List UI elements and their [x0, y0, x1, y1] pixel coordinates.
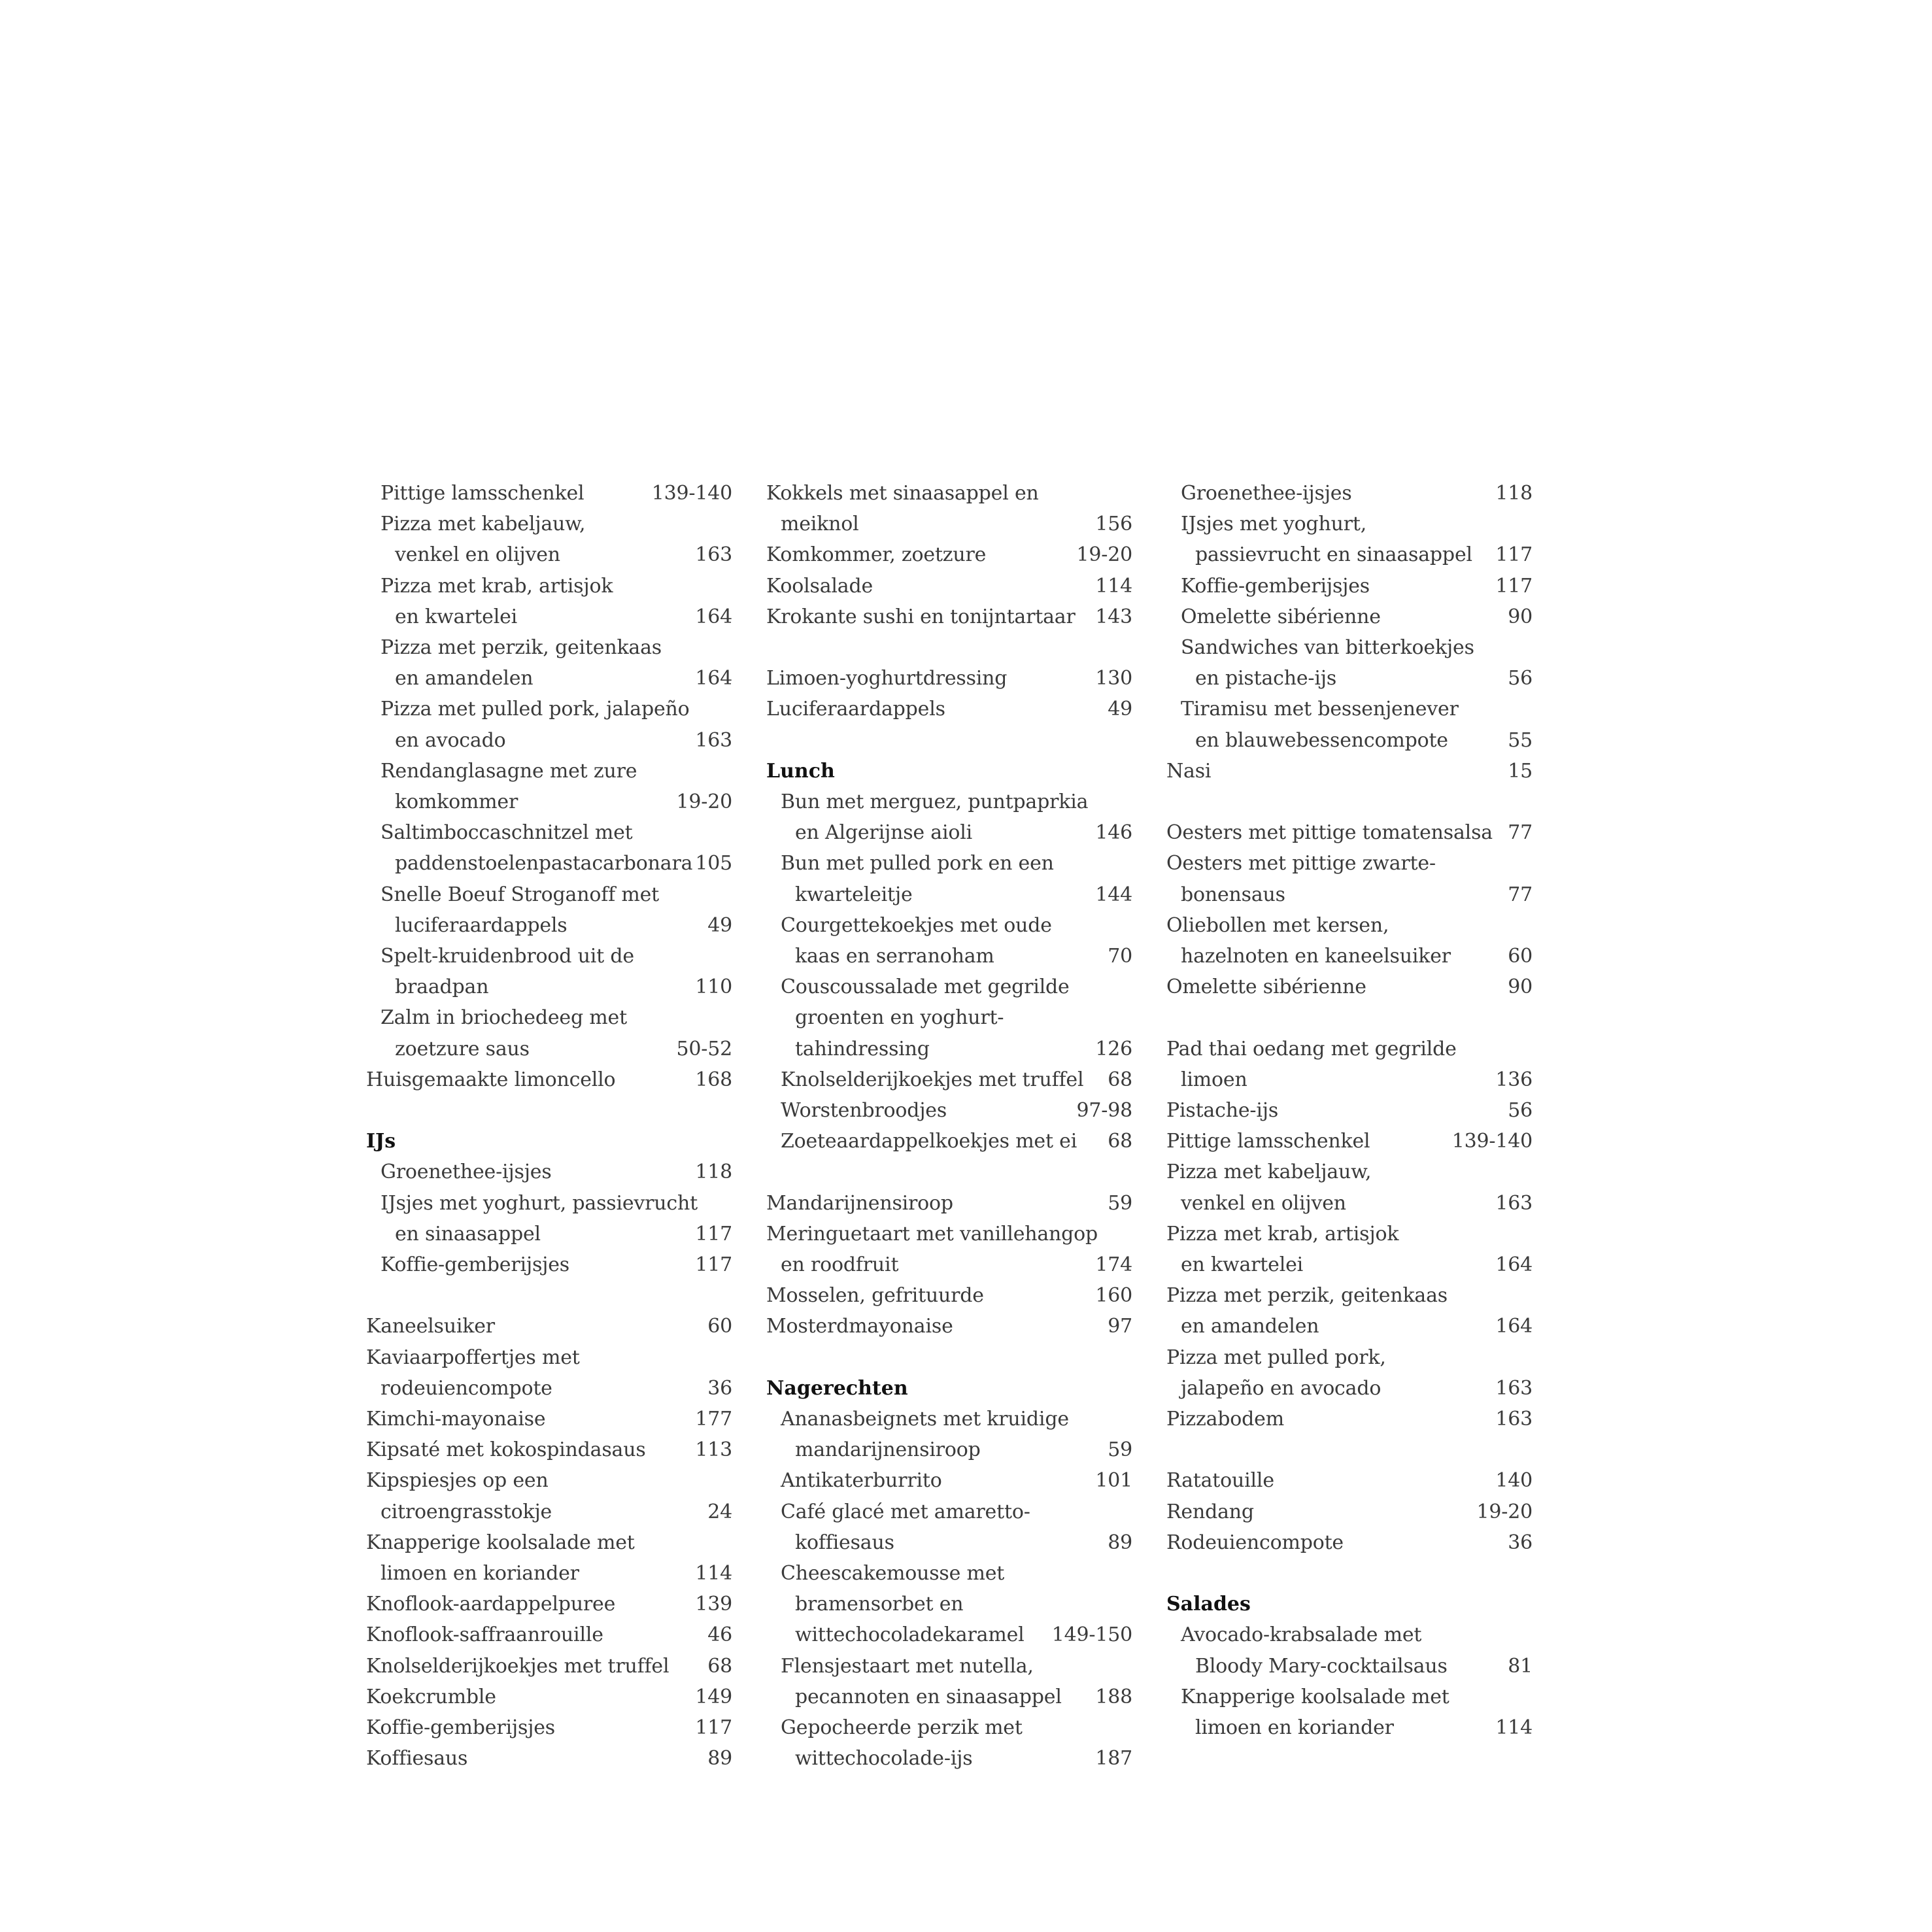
entry-text-line: Mosselen, gefrituurde — [766, 1284, 984, 1308]
entry-text-line: Luciferaardappels — [766, 698, 945, 721]
page-number: 117 — [695, 1253, 732, 1277]
entry-text-line: Oesters met pittige zwarte- — [1166, 852, 1436, 875]
entry-text-line: Pistache-ijs — [1166, 1099, 1279, 1123]
entry-text-line: Knoflook-aardappelpuree — [366, 1593, 616, 1616]
page-number: 164 — [1495, 1315, 1533, 1338]
entry-text-line: koffiesaus — [795, 1531, 894, 1554]
index-column-3 — [1166, 478, 1533, 1743]
index-subentry — [366, 1249, 732, 1280]
index-subentry — [366, 941, 732, 1002]
index-entry — [1166, 1280, 1533, 1342]
entry-text-line: Kokkels met sinaasappel en — [766, 482, 1039, 505]
page-number: 118 — [1495, 482, 1533, 505]
index-subentry — [1166, 602, 1533, 632]
page-number: 117 — [695, 1716, 732, 1740]
index-subentry — [766, 1497, 1132, 1558]
page-number: 59 — [1108, 1191, 1132, 1215]
index-entry — [1166, 1404, 1533, 1434]
entry-text-line: meiknol — [781, 513, 859, 536]
entry-text-line: IJsjes met yoghurt, passievrucht — [381, 1191, 698, 1215]
entry-text-line: pecannoten en sinaasappel — [795, 1685, 1062, 1708]
page-number: 188 — [1095, 1685, 1132, 1708]
page-number: 70 — [1108, 945, 1132, 968]
index-subentry — [766, 972, 1132, 1064]
entry-text-line: Koekcrumble — [366, 1685, 496, 1708]
section-gap — [1166, 1558, 1533, 1589]
index-entry — [366, 1651, 732, 1682]
page-number: 114 — [695, 1562, 732, 1585]
index-entry — [1166, 848, 1533, 909]
page-number: 164 — [695, 605, 732, 628]
entry-text-line: zoetzure saus — [395, 1037, 530, 1060]
index-subentry — [366, 571, 732, 632]
page-number: 139-140 — [651, 482, 732, 505]
entry-text-line: Bun met pulled pork en een — [781, 852, 1054, 875]
page-number: 24 — [707, 1500, 732, 1523]
index-entry — [1166, 1219, 1533, 1280]
entry-text-line: Mandarijnensiroop — [766, 1191, 953, 1215]
index-subentry — [366, 509, 732, 570]
page-number: 36 — [1508, 1531, 1533, 1554]
index-column-1 — [366, 478, 732, 1774]
entry-text-line: Pizza met kabeljauw, — [381, 513, 586, 536]
entry-text-line: passievrucht en sinaasappel — [1195, 543, 1472, 567]
entry-text-line: Zoeteaardappelkoekjes met ei — [781, 1130, 1077, 1153]
index-subentry — [1166, 632, 1533, 694]
entry-text-line: mandarijnensiroop — [795, 1438, 981, 1462]
index-entry — [366, 1682, 732, 1712]
entry-text-line: Pizza met perzik, geitenkaas — [1166, 1284, 1448, 1308]
entry-text-line: en kwartelei — [395, 605, 518, 628]
page-number: 146 — [1095, 821, 1132, 845]
index-entry — [766, 1219, 1132, 1280]
index-entry — [1166, 1095, 1533, 1126]
page-number: 114 — [1095, 574, 1132, 598]
index-column-2 — [766, 478, 1132, 1774]
page-number: 105 — [695, 852, 732, 875]
index-subentry — [766, 1712, 1132, 1774]
entry-text-line: Kipspiesjes op een — [366, 1469, 549, 1493]
page-number: 97-98 — [1076, 1099, 1132, 1123]
entry-text-line: Pizza met krab, artisjok — [1166, 1222, 1399, 1246]
index-section-heading: IJs — [366, 1130, 396, 1153]
entry-text-line: kwarteleitje — [795, 883, 913, 906]
entry-text-line: Tiramisu met bessenjenever — [1181, 698, 1459, 721]
index-section-heading: Salades — [1166, 1593, 1251, 1616]
entry-text-line: wittechocoladekaramel — [795, 1623, 1025, 1647]
index-subentry — [366, 1002, 732, 1064]
entry-text-line: paddenstoelenpastacarbonara — [395, 852, 693, 875]
entry-text-line: Limoen-yoghurtdressing — [766, 667, 1008, 690]
index-entry — [1166, 972, 1533, 1002]
entry-text-line: Rendanglasagne met zure — [381, 759, 637, 783]
entry-text-line: Knapperige koolsalade met — [1181, 1685, 1449, 1708]
page-number: 36 — [707, 1376, 732, 1400]
entry-text-line: en sinaasappel — [395, 1222, 541, 1246]
index-entry — [1166, 817, 1533, 848]
section-gap — [366, 1095, 732, 1126]
index-subentry — [766, 1558, 1132, 1651]
entry-text-line: Pizza met kabeljauw, — [1166, 1161, 1372, 1184]
page-number: 46 — [707, 1623, 732, 1647]
index-subentry — [366, 632, 732, 694]
index-entry — [366, 1743, 732, 1774]
page-number: 149 — [695, 1685, 732, 1708]
entry-text-line: en amandelen — [395, 667, 534, 690]
page-number: 77 — [1508, 883, 1533, 906]
index-entry — [766, 478, 1132, 539]
entry-text-line: Bloody Mary-cocktailsaus — [1195, 1654, 1448, 1678]
entry-text-line: Café glacé met amaretto- — [781, 1500, 1030, 1523]
entry-text-line: Nasi — [1166, 759, 1212, 783]
page-number: 117 — [1495, 574, 1533, 598]
page-number: 50-52 — [676, 1037, 732, 1060]
index-subentry — [366, 879, 732, 941]
entry-text-line: Pad thai oedang met gegrilde — [1166, 1037, 1457, 1060]
page-number: 139-140 — [1451, 1130, 1533, 1153]
section-gap — [1166, 787, 1533, 817]
index-entry — [766, 694, 1132, 724]
entry-text-line: Koffie-gemberijsjes — [381, 1253, 570, 1277]
page-number: 19-20 — [676, 790, 732, 814]
entry-text-line: en blauwebessencompote — [1195, 728, 1448, 752]
entry-text-line: limoen en koriander — [1195, 1716, 1394, 1740]
entry-text-line: limoen en koriander — [381, 1562, 579, 1585]
entry-text-line: Koffie-gemberijsjes — [366, 1716, 556, 1740]
entry-text-line: en avocado — [395, 728, 506, 752]
index-entry — [366, 1064, 732, 1095]
page-number: 19-20 — [1076, 543, 1132, 567]
page-number: 139 — [695, 1593, 732, 1616]
page-number: 19-20 — [1476, 1500, 1533, 1523]
page-number: 177 — [695, 1408, 732, 1431]
section-gap — [766, 725, 1132, 756]
entry-text-line: wittechocolade-ijs — [795, 1747, 973, 1771]
page-number: 56 — [1508, 667, 1533, 690]
entry-text-line: Meringuetaart met vanillehangop — [766, 1222, 1098, 1246]
index-entry — [366, 1712, 732, 1743]
index-subentry — [766, 848, 1132, 909]
page-number: 56 — [1508, 1099, 1533, 1123]
entry-text-line: en roodfruit — [781, 1253, 899, 1277]
page-number: 60 — [1508, 945, 1533, 968]
entry-text-line: Omelette sibérienne — [1181, 605, 1381, 628]
page-number: 164 — [1495, 1253, 1533, 1277]
entry-text-line: Spelt-kruidenbrood uit de — [381, 945, 634, 968]
index-entry — [766, 539, 1132, 570]
page-number: 130 — [1095, 667, 1132, 690]
page-number: 60 — [707, 1315, 732, 1338]
section-gap — [766, 632, 1132, 663]
entry-text-line: bonensaus — [1181, 883, 1285, 906]
entry-text-line: Komkommer, zoetzure — [766, 543, 987, 567]
entry-text-line: venkel en olijven — [395, 543, 560, 567]
index-section-heading: Lunch — [766, 759, 835, 783]
index-entry — [766, 1280, 1132, 1311]
entry-text-line: Pizza met krab, artisjok — [381, 574, 613, 598]
entry-text-line: Cheescakemousse met — [781, 1562, 1005, 1585]
index-entry — [1166, 910, 1533, 972]
entry-text-line: Ratatouille — [1166, 1469, 1274, 1493]
entry-text-line: Krokante sushi en tonijntartaar — [766, 605, 1076, 628]
entry-text-line: Omelette sibérienne — [1166, 975, 1366, 999]
index-subentry — [1166, 571, 1533, 602]
entry-text-line: Pizza met perzik, geitenkaas — [381, 636, 662, 660]
entry-text-line: venkel en olijven — [1181, 1191, 1346, 1215]
index-entry — [766, 571, 1132, 602]
entry-text-line: Pizza met pulled pork, — [1166, 1346, 1386, 1369]
entry-text-line: Huisgemaakte limoncello — [366, 1068, 616, 1091]
index-entry — [366, 1527, 732, 1589]
entry-text-line: Koolsalade — [766, 574, 873, 598]
entry-text-line: Ananasbeignets met kruidige — [781, 1408, 1069, 1431]
index-subentry — [366, 694, 732, 755]
index-subentry — [366, 817, 732, 879]
entry-text-line: Antikaterburrito — [781, 1469, 942, 1493]
page-number: 68 — [707, 1654, 732, 1678]
page-number: 68 — [1108, 1068, 1132, 1091]
page-number: 168 — [695, 1068, 732, 1091]
page-number: 97 — [1108, 1315, 1132, 1338]
index-entry — [366, 1342, 732, 1404]
index-subentry — [766, 1126, 1132, 1157]
index-subentry — [766, 787, 1132, 848]
index-subentry — [1166, 509, 1533, 570]
entry-text-line: braadpan — [395, 975, 489, 999]
page-number: 163 — [695, 728, 732, 752]
entry-text-line: Kipsaté met kokospindasaus — [366, 1438, 646, 1462]
index-entry — [1166, 1527, 1533, 1558]
index-subentry — [1166, 1682, 1533, 1743]
page-number: 90 — [1508, 605, 1533, 628]
entry-text-line: Knolselderijkoekjes met truffel — [781, 1068, 1084, 1091]
index-subentry — [366, 478, 732, 509]
entry-text-line: Pittige lamsschenkel — [381, 482, 585, 505]
page-number: 114 — [1495, 1716, 1533, 1740]
entry-text-line: Flensjestaart met nutella, — [781, 1654, 1034, 1678]
entry-text-line: Groenethee-ijsjes — [1181, 482, 1352, 505]
entry-text-line: Sandwiches van bitterkoekjes — [1181, 636, 1474, 660]
index-subentry — [766, 1404, 1132, 1465]
page-number: 55 — [1508, 728, 1533, 752]
index-subentry — [1166, 694, 1533, 755]
index-entry — [766, 1188, 1132, 1219]
entry-text-line: komkommer — [395, 790, 518, 814]
page-number: 77 — [1508, 821, 1533, 845]
page-number: 156 — [1095, 513, 1132, 536]
index-entry — [366, 1589, 732, 1619]
entry-text-line: Gepocheerde perzik met — [781, 1716, 1023, 1740]
page-number: 113 — [695, 1438, 732, 1462]
page-number: 110 — [695, 975, 732, 999]
index-subentry — [1166, 1619, 1533, 1681]
index-entry — [366, 1404, 732, 1434]
entry-text-line: Pittige lamsschenkel — [1166, 1130, 1370, 1153]
index-entry — [366, 1434, 732, 1465]
index-subentry — [366, 1188, 732, 1249]
page-number: 59 — [1108, 1438, 1132, 1462]
entry-text-line: tahindressing — [795, 1037, 930, 1060]
index-entry — [766, 663, 1132, 694]
index-entry — [766, 1311, 1132, 1342]
page-number: 187 — [1095, 1747, 1132, 1771]
index-subentry — [766, 1064, 1132, 1095]
index-subentry — [366, 1157, 732, 1187]
page-number: 68 — [1108, 1130, 1132, 1153]
entry-text-line: Knolselderijkoekjes met truffel — [366, 1654, 669, 1678]
page-number: 101 — [1095, 1469, 1132, 1493]
entry-text-line: kaas en serranoham — [795, 945, 994, 968]
index-entry — [1166, 1157, 1533, 1218]
entry-text-line: Kaviaarpoffertjes met — [366, 1346, 580, 1369]
page-number: 136 — [1495, 1068, 1533, 1091]
entry-text-line: luciferaardappels — [395, 913, 568, 937]
entry-text-line: Koffiesaus — [366, 1747, 468, 1771]
page-number: 163 — [1495, 1376, 1533, 1400]
page-number: 174 — [1095, 1253, 1132, 1277]
page-number: 143 — [1095, 605, 1132, 628]
page-number: 160 — [1095, 1284, 1132, 1308]
page-number: 117 — [1495, 543, 1533, 567]
index-entry — [1166, 1497, 1533, 1527]
index-entry — [366, 1311, 732, 1342]
index-entry — [366, 1465, 732, 1527]
entry-text-line: Bun met merguez, puntpaprkia — [781, 790, 1089, 813]
page-number: 164 — [695, 667, 732, 690]
entry-text-line: en amandelen — [1181, 1315, 1319, 1338]
section-gap — [366, 1280, 732, 1311]
index-entry — [1166, 1034, 1533, 1095]
index-section-heading: Nagerechten — [766, 1376, 908, 1400]
entry-text-line: Rodeuiencompote — [1166, 1531, 1344, 1554]
entry-text-line: en kwartelei — [1181, 1253, 1304, 1277]
entry-text-line: Couscoussalade met gegrilde — [781, 975, 1070, 999]
entry-text-line: Worstenbroodjes — [781, 1099, 947, 1123]
page-number: 144 — [1095, 883, 1132, 906]
entry-text-line: citroengrasstokje — [381, 1500, 552, 1523]
index-subentry — [366, 756, 732, 817]
page-number: 89 — [1108, 1531, 1132, 1554]
index-entry — [766, 602, 1132, 632]
entry-text-line: Pizza met pulled pork, jalapeño — [381, 698, 690, 721]
entry-text-line: en Algerijnse aioli — [795, 821, 973, 845]
entry-text-line: groenten en yoghurt- — [795, 1006, 1004, 1030]
page-number: 140 — [1495, 1469, 1533, 1493]
index-subentry — [766, 910, 1132, 972]
entry-text-line: Snelle Boeuf Stroganoff met — [381, 883, 660, 906]
index-entry — [1166, 756, 1533, 787]
entry-text-line: en pistache-ijs — [1195, 667, 1337, 690]
entry-text-line: Kimchi-mayonaise — [366, 1408, 546, 1431]
page-number: 163 — [1495, 1191, 1533, 1215]
section-gap — [1166, 1434, 1533, 1465]
entry-text-line: Saltimboccaschnitzel met — [381, 821, 633, 845]
section-gap — [1166, 1002, 1533, 1033]
entry-text-line: Zalm in briochedeeg met — [381, 1006, 627, 1030]
section-gap — [766, 1342, 1132, 1373]
index-entry — [366, 1619, 732, 1650]
index-subentry — [766, 1095, 1132, 1126]
entry-text-line: limoen — [1181, 1068, 1247, 1091]
page-number: 163 — [1495, 1408, 1533, 1431]
index-entry — [1166, 1465, 1533, 1496]
page-number: 149-150 — [1051, 1623, 1132, 1647]
page-number: 117 — [695, 1222, 732, 1246]
entry-text-line: Oliebollen met kersen, — [1166, 913, 1389, 937]
index-entry — [1166, 1126, 1533, 1157]
entry-text-line: IJsjes met yoghurt, — [1181, 513, 1367, 536]
page-number: 49 — [1108, 698, 1132, 721]
entry-text-line: Oesters met pittige tomatensalsa — [1166, 821, 1493, 845]
entry-text-line: Courgettekoekjes met oude — [781, 913, 1052, 937]
index-entry — [1166, 1342, 1533, 1404]
page-number: 49 — [707, 913, 732, 937]
index-subentry — [766, 1465, 1132, 1496]
entry-text-line: hazelnoten en kaneelsuiker — [1181, 945, 1451, 968]
entry-text-line: rodeuiencompote — [381, 1376, 552, 1400]
index-subentry — [766, 1651, 1132, 1712]
entry-text-line: Knapperige koolsalade met — [366, 1531, 635, 1554]
index-subentry — [1166, 478, 1533, 509]
entry-text-line: Mosterdmayonaise — [766, 1315, 953, 1338]
page-number: 163 — [695, 543, 732, 567]
page-number: 89 — [707, 1747, 732, 1771]
entry-text-line: jalapeño en avocado — [1181, 1376, 1381, 1400]
entry-text-line: Rendang — [1166, 1500, 1254, 1523]
entry-text-line: bramensorbet en — [795, 1593, 964, 1616]
section-gap — [766, 1157, 1132, 1187]
entry-text-line: Koffie-gemberijsjes — [1181, 574, 1370, 598]
page-number: 15 — [1508, 759, 1533, 783]
page-number: 118 — [695, 1161, 732, 1184]
entry-text-line: Kaneelsuiker — [366, 1315, 495, 1338]
entry-text-line: Pizzabodem — [1166, 1408, 1284, 1431]
entry-text-line: Knoflook-saffraanrouille — [366, 1623, 603, 1647]
entry-text-line: Groenethee-ijsjes — [381, 1161, 552, 1184]
page-number: 81 — [1508, 1654, 1533, 1678]
entry-text-line: Avocado-krabsalade met — [1181, 1623, 1422, 1647]
page-number: 126 — [1095, 1037, 1132, 1060]
page-number: 90 — [1508, 975, 1533, 999]
